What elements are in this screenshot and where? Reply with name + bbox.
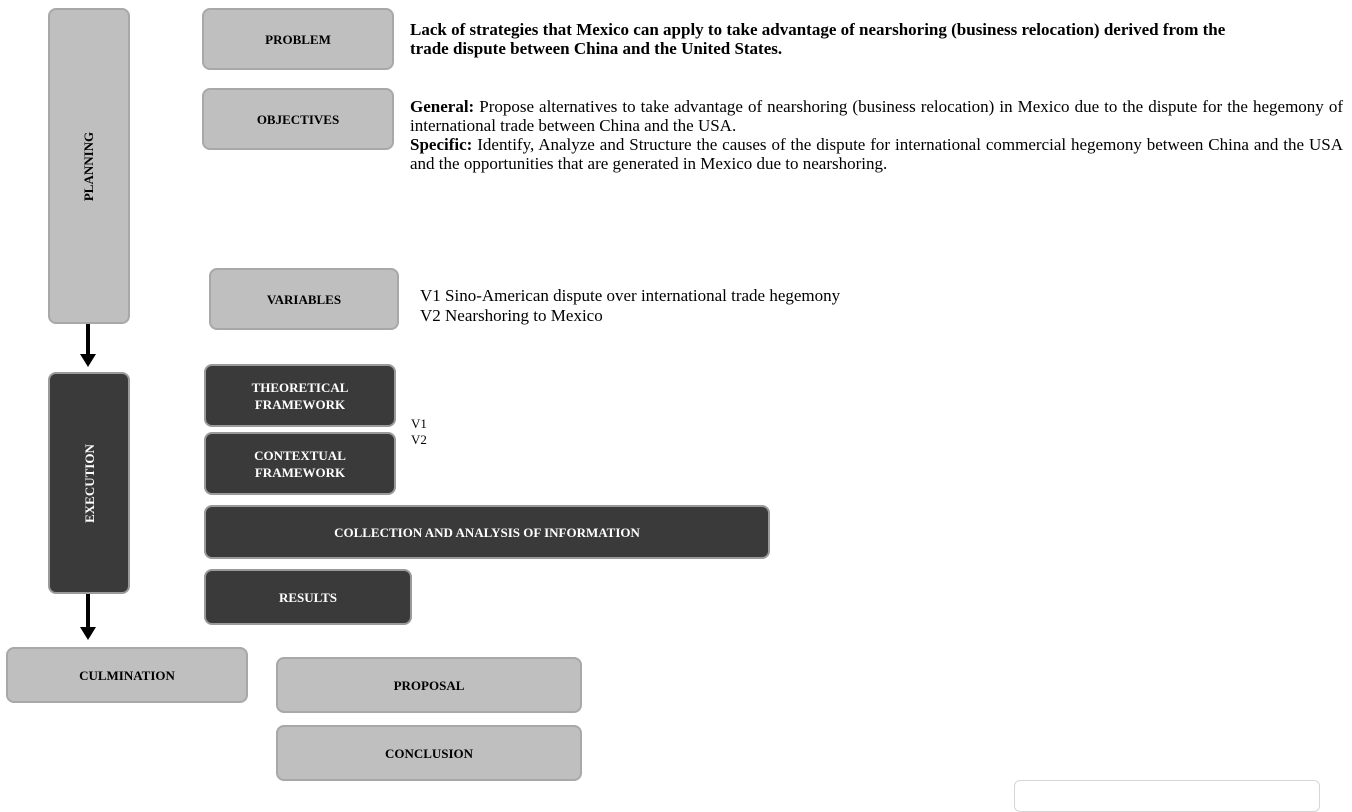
objectives-text <box>410 97 1343 173</box>
partial-box <box>1014 780 1320 812</box>
results-label: RESULTS <box>278 589 338 605</box>
planning-to-execution-arrow-head <box>80 354 96 367</box>
variable-v1: V1 Sino-American dispute over international trade hegemony <box>420 286 841 305</box>
culmination-stage-label: CULMINATION <box>79 667 175 683</box>
general-text: Propose alternatives to take advantage of nearshoring (business relocation) in Mexico due to the dispute for the hegemony of international trade between China and the USA. <box>410 97 1343 135</box>
collection-analysis-box <box>204 505 770 559</box>
execution-to-culmination-arrow-line <box>86 594 90 628</box>
culmination-stage <box>6 647 248 703</box>
execution-stage <box>48 372 130 594</box>
specific-label: Specific: <box>410 135 473 154</box>
conclusion-label: CONCLUSION <box>384 745 474 761</box>
proposal-box <box>276 657 582 713</box>
v2-tag: V2 <box>411 432 427 447</box>
proposal-label: PROPOSAL <box>393 677 465 693</box>
planning-stage-label: PLANNING <box>81 131 97 201</box>
contextual-framework-label: CONTEXTUAL FRAMEWORK <box>254 447 346 480</box>
problem-box <box>202 8 394 70</box>
general-label: General: <box>410 97 475 116</box>
variables-label: VARIABLES <box>266 291 342 307</box>
objectives-label: OBJECTIVES <box>256 111 340 127</box>
problem-label: PROBLEM <box>265 31 331 47</box>
collection-analysis-label: COLLECTION AND ANALYSIS OF INFORMATION <box>334 524 640 540</box>
variable-v2: V2 Nearshoring to Mexico <box>420 306 603 325</box>
theoretical-framework-box <box>204 364 396 427</box>
planning-to-execution-arrow-line <box>86 324 90 354</box>
execution-stage-label: EXECUTION <box>81 443 97 523</box>
problem-text: Lack of strategies that Mexico can apply to take advantage of nearshoring (business relocation) derived from the trade dispute between China and the United States. <box>410 20 1226 58</box>
variables-box <box>209 268 399 330</box>
contextual-framework-box <box>204 432 396 495</box>
planning-stage <box>48 8 130 324</box>
theoretical-framework-label: THEORETICAL FRAMEWORK <box>251 379 349 412</box>
specific-text: Identify, Analyze and Structure the causes of the dispute for international commercial hegemony between China and the USA and the opportunities that are generated in Mexico due to nearshoring. <box>410 135 1344 173</box>
conclusion-box <box>276 725 582 781</box>
results-box <box>204 569 412 625</box>
v1-tag: V1 <box>411 416 427 431</box>
objectives-box <box>202 88 394 150</box>
execution-to-culmination-arrow-head <box>80 627 96 640</box>
